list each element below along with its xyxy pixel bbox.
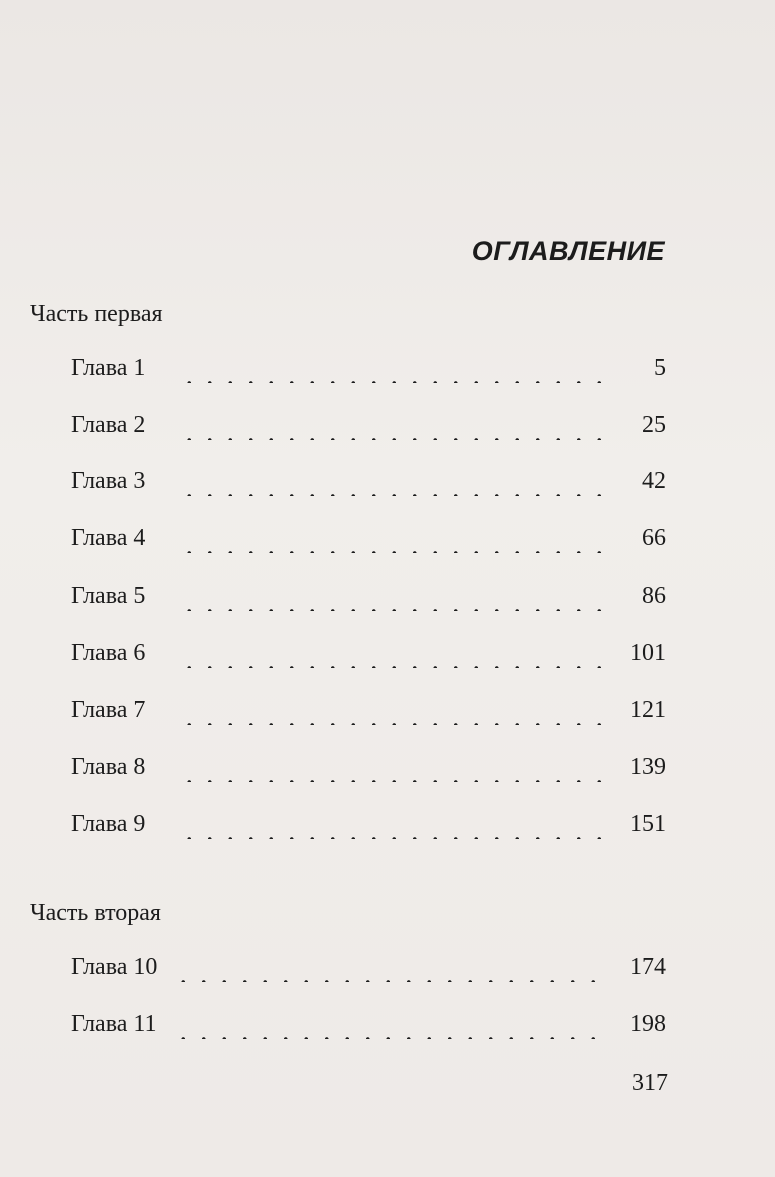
page-number: 317: [632, 1070, 668, 1096]
toc-entry: [71, 811, 666, 841]
chapter-label: Глава 6: [71, 640, 146, 666]
chapter-label: Глава 1: [71, 355, 146, 381]
dot-leader: [179, 758, 604, 782]
chapter-label: Глава 2: [71, 412, 146, 438]
chapter-label: Глава 4: [71, 525, 146, 551]
toc-entry: [71, 412, 666, 442]
toc-entry: [71, 697, 666, 727]
part-title: Часть первая: [30, 301, 163, 327]
chapter-page-number: 66: [642, 525, 666, 551]
chapter-page-number: 25: [642, 412, 666, 438]
chapter-page-number: 86: [642, 583, 666, 609]
chapter-page-number: 121: [630, 697, 666, 723]
toc-entry: [71, 954, 666, 984]
toc-entry: [71, 640, 666, 670]
chapter-label: Глава 8: [71, 754, 146, 780]
chapter-label: Глава 11: [71, 1011, 157, 1037]
chapter-label: Глава 10: [71, 954, 158, 980]
toc-entry: [71, 754, 666, 784]
chapter-label: Глава 5: [71, 583, 146, 609]
chapter-label: Глава 7: [71, 697, 146, 723]
chapter-label: Глава 3: [71, 468, 146, 494]
toc-entry: [71, 525, 666, 555]
dot-leader: [173, 958, 604, 982]
chapter-page-number: 174: [630, 954, 666, 980]
part-title: Часть вторая: [30, 900, 161, 926]
chapter-page-number: 101: [630, 640, 666, 666]
dot-leader: [179, 587, 616, 611]
chapter-page-number: 42: [642, 468, 666, 494]
dot-leader: [179, 529, 616, 553]
chapter-page-number: 198: [630, 1011, 666, 1037]
chapter-page-number: 139: [630, 754, 666, 780]
dot-leader: [173, 1015, 604, 1039]
chapter-page-number: 151: [630, 811, 666, 837]
chapter-label: Глава 9: [71, 811, 146, 837]
dot-leader: [179, 815, 604, 839]
dot-leader: [179, 416, 616, 440]
toc-entry: [71, 355, 666, 385]
dot-leader: [179, 701, 604, 725]
toc-entry: [71, 1011, 666, 1041]
toc-entry: [71, 583, 666, 613]
chapter-page-number: 5: [654, 355, 666, 381]
toc-heading: ОГЛАВЛЕНИЕ: [471, 236, 665, 266]
dot-leader: [179, 472, 616, 496]
dot-leader: [179, 359, 616, 383]
dot-leader: [179, 644, 604, 668]
toc-entry: [71, 468, 666, 498]
